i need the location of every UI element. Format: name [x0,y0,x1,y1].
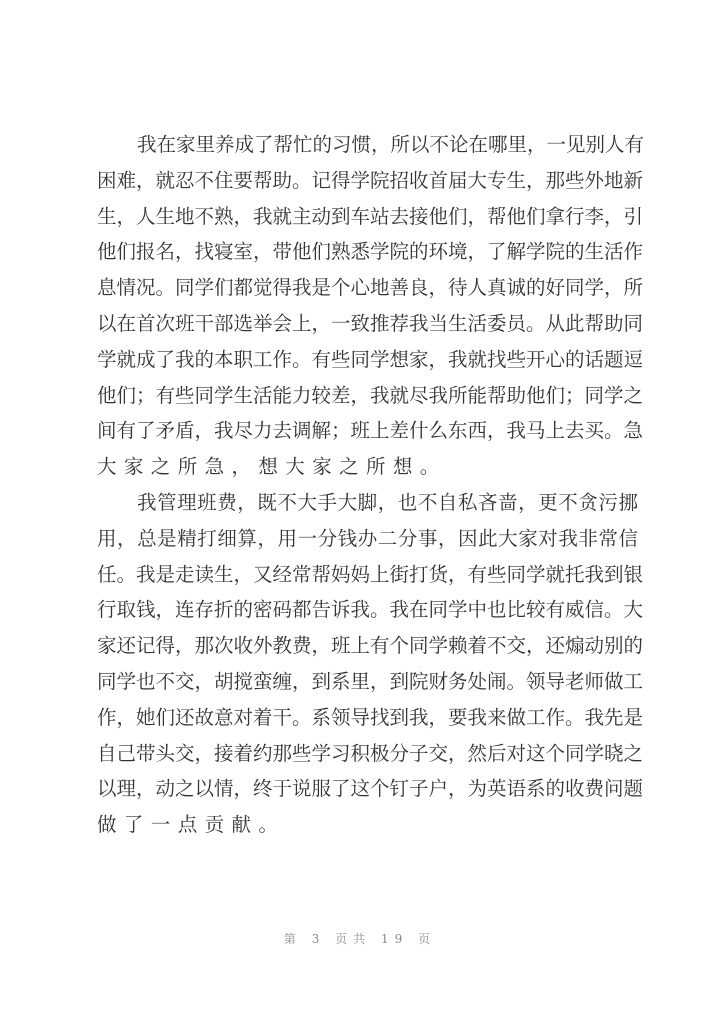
text-line: 他们报名，找寝室，带他们熟悉学院的环境，了解学院的生活作 [97,240,644,264]
paragraph [97,127,645,485]
text-line: 家还记得，那次收外教费，班上有个同学赖着不交，还煽动别的 [97,634,644,658]
text-line: 息情况。同学们都觉得我是个心地善良，待人真诚的好同学，所 [97,276,644,300]
text-line: 做了一点贡献。 [97,813,286,837]
text-line: 困难，就忍不住要帮助。记得学院招收首届大专生，那些外地新 [97,168,644,192]
text-line: 以在首次班干部选举会上，一致推荐我当生活委员。从此帮助同 [97,311,644,335]
document-body [97,127,645,843]
text-line: 任。我是走读生，又经常帮妈妈上街打货，有些同学就托我到银 [97,562,644,586]
text-line: 生，人生地不熟，我就主动到车站去接他们，帮他们拿行李，引 [97,204,644,228]
text-line: 他们；有些同学生活能力较差，我就尽我所能帮助他们；同学之 [97,383,644,407]
text-line: 大家之所急，想大家之所想。 [97,455,447,479]
text-line: 用，总是精打细算，用一分钱办二分事，因此大家对我非常信 [97,526,638,550]
text-line: 自己带头交，接着约那些学习积极分子交，然后对这个同学晓之 [97,741,644,765]
text-line: 以理，动之以情，终于说服了这个钉子户，为英语系的收费问题 [97,777,644,801]
paragraph [97,485,644,843]
text-line: 我在家里养成了帮忙的习惯，所以不论在哪里，一见别人有 [137,133,645,156]
text-line: 行取钱，连存折的密码都告诉我。我在同学中也比较有威信。大 [97,598,644,622]
text-line: 间有了矛盾，我尽力去调解；班上差什么东西，我马上去买。急 [97,419,644,443]
text-line: 我管理班费，既不大手大脚，也不自私吝啬，更不贪污挪 [137,490,638,514]
text-line: 同学也不交，胡搅蛮缠，到系里，到院财务处闹。领导老师做工 [97,669,644,693]
text-line: 作，她们还故意对着干。系领导找到我，要我来做工作。我先是 [97,705,644,729]
text-line: 学就成了我的本职工作。有些同学想家，我就找些开心的话题逗 [97,347,644,371]
page-number-footer: 第 3 页共 19 页 [283,932,437,946]
